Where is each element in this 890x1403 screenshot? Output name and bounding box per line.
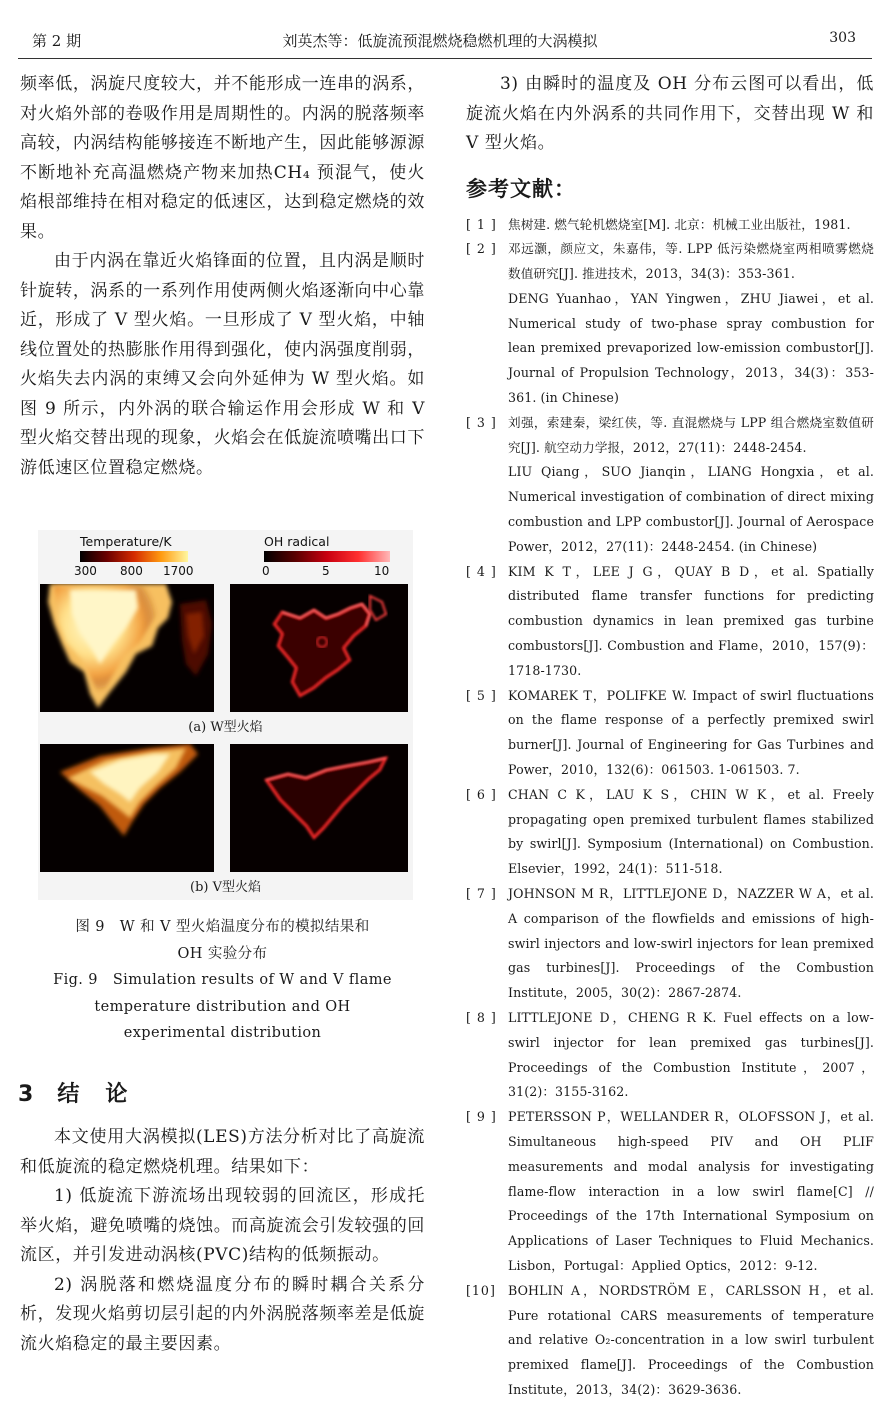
temperature-colorbar-title: Temperature/K bbox=[80, 534, 172, 549]
reference-text: BOHLIN A，NORDSTRÖM E，CARLSSON H，et al. Pure rotational CARS measurements of temperature and relative O₂-concentration in a low swirl turbulent premixed flame[J]. Proceedings of the Combustion Institute，2013，34(2)：3629-3636. bbox=[508, 1282, 874, 1397]
section-heading bbox=[18, 1077, 127, 1108]
issue-label: 第 2 期 bbox=[32, 32, 82, 50]
caption-cn-line: OH 实验分布 bbox=[177, 945, 268, 962]
reference-number: [ 1 ] bbox=[466, 216, 497, 232]
temperature-colorbar-gradient bbox=[80, 551, 188, 562]
reference-item bbox=[466, 1006, 874, 1105]
reference-number: [ 8 ] bbox=[466, 1010, 497, 1025]
v-flame-temperature-image bbox=[40, 744, 214, 872]
reference-text: LITTLEJONE D，CHENG R K. Fuel effects on a low-swirl injector for lean premixed gas turbines[J]. Proceedings of the Combustion Institute，2007，31(2)：3155-3162. bbox=[508, 1010, 874, 1100]
references-heading: 参考文献： bbox=[466, 176, 576, 201]
subcaption-a: (a) W型火焰 bbox=[188, 720, 263, 735]
body-paragraph: 1) 低旋流下游流场出现较弱的回流区，形成托举火焰，避免喷嘴的烧蚀。而高旋流会引发较强的回流区，并引发进动涡核(PVC)结构的低频振动。 bbox=[20, 1186, 425, 1265]
left-column bbox=[20, 70, 425, 483]
v-flame-oh-image bbox=[230, 744, 408, 872]
reference-list bbox=[466, 213, 874, 1403]
section-number: 3 bbox=[18, 1082, 34, 1107]
body-paragraph: 2) 涡脱落和燃烧温度分布的瞬时耦合关系分析，发现火焰剪切层引起的内外涡脱落频率差是低旋流火焰稳定的最主要因素。 bbox=[20, 1274, 425, 1354]
reference-text: CHAN C K，LAU K S，CHIN W K，et al. Freely propagating open premixed turbulent flames stabilized by swirl[J]. Symposium (International) on Combustion. Elsevier，1992，24(1)：511-518. bbox=[508, 786, 874, 877]
caption-cn-line: 图 9 W 和 V 型火焰温度分布的模拟结果和 bbox=[75, 919, 370, 935]
oh-colorbar-title: OH radical bbox=[264, 534, 330, 549]
reference-item bbox=[466, 1105, 874, 1279]
tick-label: 5 bbox=[322, 564, 330, 578]
figure-panel bbox=[38, 530, 413, 900]
reference-number: [ 9 ] bbox=[466, 1109, 497, 1125]
reference-item bbox=[466, 411, 874, 560]
caption-en-line: experimental distribution bbox=[123, 1025, 322, 1041]
right-column bbox=[466, 70, 874, 1403]
section-title-char: 论 bbox=[105, 1082, 128, 1107]
reference-number: [10] bbox=[466, 1282, 496, 1298]
reference-number: [ 7 ] bbox=[466, 886, 497, 902]
reference-item bbox=[466, 684, 874, 783]
reference-item bbox=[466, 237, 874, 411]
reference-item bbox=[466, 213, 874, 238]
reference-text: 焦树建. 燃气轮机燃烧室[M]. 北京：机械工业出版社，1981. bbox=[508, 216, 851, 232]
reference-item bbox=[466, 882, 874, 1006]
oh-colorbar-gradient bbox=[264, 551, 390, 562]
subcaption-b: (b) V型火焰 bbox=[190, 880, 261, 895]
reference-text: LIU Qiang，SUO Jianqin，LIANG Hongxia，et al. Numerical investigation of combination of direct mixing combustion and LPP combustor[J]. Journal of Aerospace Power，2012，27(11)：2448-2454. (in Chinese) bbox=[508, 464, 874, 554]
body-paragraph: 本文使用大涡模拟(LES)方法分析对比了高旋流和低旋流的稳定燃烧机理。结果如下： bbox=[20, 1127, 425, 1177]
reference-text: JOHNSON M R，LITTLEJONE D，NAZZER W A，et al. A comparison of the flowfields and emissions of high-swirl injectors and low-swirl injectors for lean premixed gas turbines[J]. Proceedings of the Combustion Institute，2005，30(2)：2867-2874. bbox=[508, 886, 874, 1001]
caption-en-line: temperature distribution and OH bbox=[94, 998, 351, 1015]
header-rule bbox=[18, 58, 872, 59]
figure-caption bbox=[20, 914, 425, 1047]
body-paragraph: 频率低，涡旋尺度较大，并不能形成一连串的涡系，对火焰外部的卷吸作用是周期性的。内涡的脱落频率高较，内涡结构能够接连不断地产生，因此能够源源不断地补充高温燃烧产物来加热CH₄ 预混气，使火焰根部维持在相对稳定的低速区，达到稳定燃烧的效果。 bbox=[20, 74, 425, 242]
reference-number: [ 5 ] bbox=[466, 687, 497, 703]
reference-text: 邓远灏，颜应文，朱嘉伟，等. LPP 低污染燃烧室两相喷雾燃烧数值研究[J]. 推进技术，2013，34(3)：353-361. bbox=[508, 241, 874, 282]
conclusion-text bbox=[20, 1123, 425, 1359]
reference-text: PETERSSON P，WELLANDER R，OLOFSSON J，et al. Simultaneous high-speed PIV and OH PLIF measurements and modal analysis for investigating flame-flow interaction in a low swirl flame[C] // Proceedings of the 17th International Symposium on Applications of Laser Techniques to Fluid Mechanics. Lisbon，Portugal：Applied Optics，2012：9-12. bbox=[508, 1109, 874, 1273]
section-title-char: 结 bbox=[57, 1082, 80, 1107]
reference-item bbox=[466, 783, 874, 882]
running-header bbox=[18, 30, 862, 52]
reference-text: KOMAREK T，POLIFKE W. Impact of swirl fluctuations on the flame response of a perfectly premixed swirl burner[J]. Journal of Engineering for Gas Turbines and Power，2010，132(6)：061503. 1-061503. 7. bbox=[508, 687, 874, 778]
w-flame-oh-image bbox=[230, 584, 408, 712]
body-paragraph: 3) 由瞬时的温度及 OH 分布云图可以看出，低旋流火焰在内外涡系的共同作用下，交替出现 W 和 V 型火焰。 bbox=[466, 74, 874, 153]
tick-label: 1700 bbox=[163, 564, 194, 578]
temperature-colorbar-ticks bbox=[74, 564, 194, 580]
reference-number: [ 6 ] bbox=[466, 786, 497, 802]
reference-text: 刘强，索建秦，梁红侠，等. 直混燃烧与 LPP 组合燃烧室数值研究[J]. 航空动力学报，2012，27(11)：2448-2454. bbox=[508, 414, 874, 455]
w-flame-temperature-image bbox=[40, 584, 214, 712]
reference-item bbox=[466, 1279, 874, 1403]
tick-label: 10 bbox=[374, 564, 390, 578]
page-number: 303 bbox=[829, 30, 856, 46]
tick-label: 0 bbox=[262, 564, 270, 578]
reference-text: KIM K T，LEE J G，QUAY B D，et al. Spatially distributed flame transfer functions for predicting combustion dynamics in lean premixed gas turbine combustors[J]. Combustion and Flame，2010，157(9)：1718-1730. bbox=[508, 563, 874, 678]
reference-text: DENG Yuanhao，YAN Yingwen，ZHU Jiawei，et al. Numerical study of two-phase spray combustion for lean premixed prevaporized low-emission combustor[J]. Journal of Propulsion Technology，2013，34(3)：353-361. (in Chinese) bbox=[508, 290, 874, 406]
oh-colorbar-ticks bbox=[264, 564, 394, 580]
running-title: 刘英杰等：低旋流预混燃烧稳燃机理的大涡模拟 bbox=[282, 32, 598, 50]
tick-label: 300 bbox=[74, 564, 97, 578]
body-paragraph: 由于内涡在靠近火焰锋面的位置，且内涡是顺时针旋转，涡系的一系列作用使两侧火焰逐渐向中心靠近，形成了 V 型火焰。一旦形成了 V 型火焰，中轴线位置处的热膨胀作用得到强化，使内涡强度削弱，火焰失去内涡的束缚又会向外延伸为 W 型火焰。如图 9 所示，内外涡的联合输运作用会形成 W 和 V 型火焰交替出现的现象，火焰会在低旋流喷嘴出口下游低速区位置稳定燃烧。 bbox=[20, 251, 425, 478]
tick-label: 800 bbox=[120, 564, 143, 578]
reference-number: [ 2 ] bbox=[466, 241, 497, 257]
reference-item bbox=[466, 560, 874, 684]
reference-number: [ 3 ] bbox=[466, 414, 497, 430]
caption-en-line: Fig. 9 Simulation results of W and V flame bbox=[53, 972, 392, 988]
reference-number: [ 4 ] bbox=[466, 563, 497, 579]
